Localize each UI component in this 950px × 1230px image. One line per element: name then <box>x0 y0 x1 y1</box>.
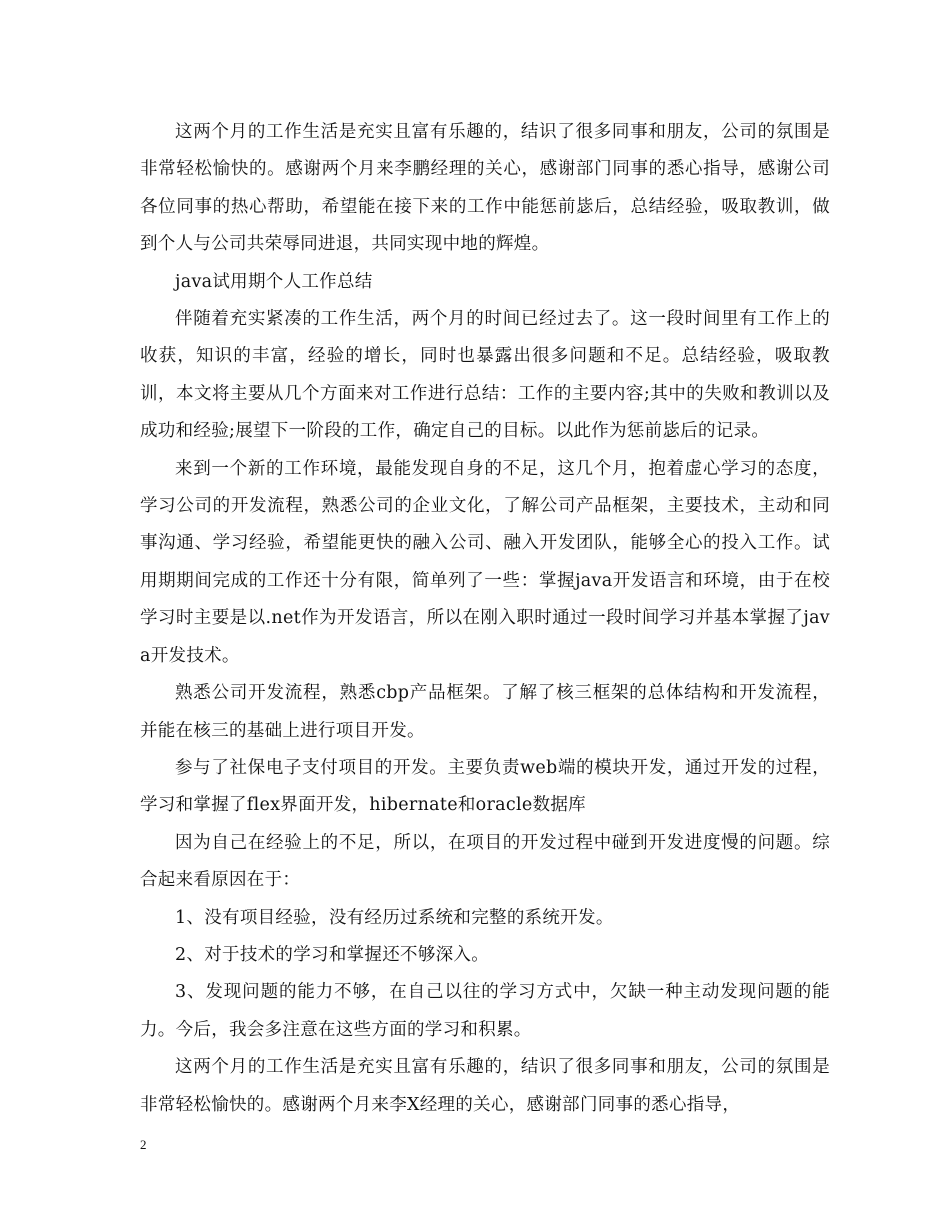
paragraph-gratitude-intro: 这两个月的工作生活是充实且富有乐趣的，结识了很多同事和朋友，公司的氛围是非常轻松愉快的。感谢两个月来李鹏经理的关心，感谢部门同事的悉心指导，感谢公司各位同事的热心帮助，希望能在接下来的工作中能惩前毖后，总结经验，吸取教训，做到个人与公司共荣辱同进退，共同实现中地的辉煌。 <box>140 122 830 255</box>
paragraph-new-environment: 来到一个新的工作环境，最能发现自身的不足，这几个月，抱着虚心学习的态度，学习公司的开发流程，熟悉公司的企业文化，了解公司产品框架，主要技术，主动和同事沟通、学习经验，希望能更快的融入公司、融入开发团队，能够全心的投入工作。试用期期间完成的工作还十分有限，简单列了一些：掌握java开发语言和环境，由于在校学习时主要是以.net作为开发语言，所以在刚入职时通过一段时间学习并基本掌握了java开发技术。 <box>140 458 830 666</box>
list-item-2: 2、对于技术的学习和掌握还不够深入。 <box>175 944 490 965</box>
paragraph-dev-process: 熟悉公司开发流程，熟悉cbp产品框架。了解了核三框架的总体结构和开发流程，并能在核三的基础上进行项目开发。 <box>140 683 830 741</box>
document-body <box>140 114 830 1124</box>
section-heading: java试用期个人工作总结 <box>175 271 373 292</box>
paragraph-project-participation: 参与了社保电子支付项目的开发。主要负责web端的模块开发，通过开发的过程，学习和掌握了flex界面开发，hibernate和oracle数据库 <box>140 757 830 816</box>
list-item-3: 3、发现问题的能力不够，在自己以往的学习方式中，欠缺一种主动发现问题的能力。今后，我会多注意在这些方面的学习和积累。 <box>140 982 830 1040</box>
page-number: 2 <box>140 1137 147 1152</box>
paragraph-gratitude-closing: 这两个月的工作生活是充实且富有乐趣的，结识了很多同事和朋友，公司的氛围是非常轻松愉快的。感谢两个月来李X经理的关心，感谢部门同事的悉心指导， <box>140 1057 830 1115</box>
list-item-1: 1、没有项目经验，没有经历过系统和完整的系统开发。 <box>175 907 614 928</box>
paragraph-overview: 伴随着充实紧凑的工作生活，两个月的时间已经过去了。这一段时间里有工作上的收获，知识的丰富，经验的增长，同时也暴露出很多问题和不足。总结经验，吸取教训，本文将主要从几个方面来对工作进行总结：工作的主要内容;其中的失败和教训以及成功和经验;展望下一阶段的工作，确定自己的目标。以此作为惩前毖后的记录。 <box>140 309 830 442</box>
paragraph-shortcomings: 因为自己在经验上的不足，所以，在项目的开发过程中碰到开发进度慢的问题。综合起来看原因在于： <box>140 832 830 891</box>
